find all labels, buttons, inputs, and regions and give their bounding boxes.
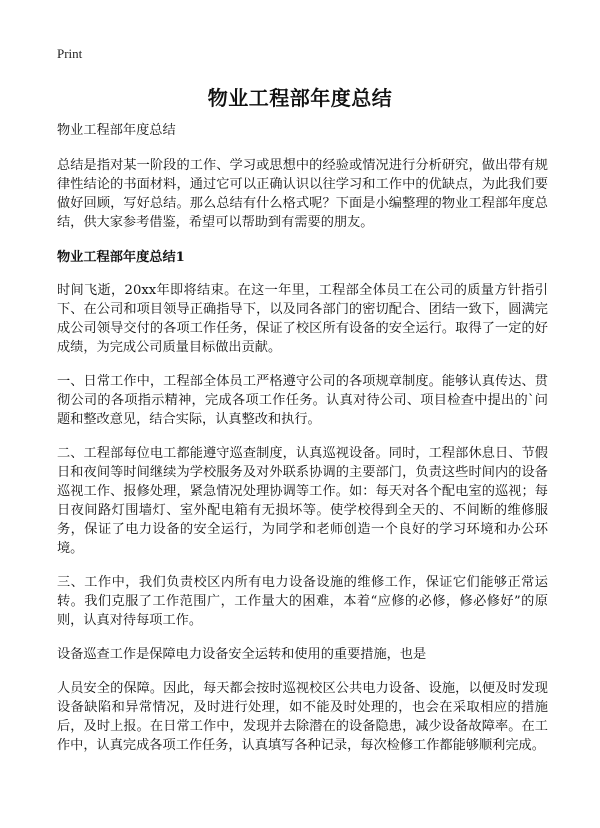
document-body: [57, 121, 548, 770]
document-subtitle: 物业工程部年度总结: [57, 123, 176, 138]
body-paragraph: 一、日常工作中，工程部全体员工严格遵守公司的各项规章制度。能够认真传达、贯彻公司的各项指示精神，完成各项工作任务。认真对待公司、项目检查中提出的`问题和整改意见，结合实际，认真整改和执行。: [57, 374, 548, 427]
print-link[interactable]: Print: [57, 46, 83, 61]
intro-paragraph: 总结是指对某一阶段的工作、学习或思想中的经验或情况进行分析研究，做出带有规律性结论的书面材料，通过它可以正确认识以往学习和工作中的优缺点，为此我们要做好回顾，写好总结。那么总结有什么格式呢？下面是小编整理的物业工程部年度总结，供大家参考借鉴，希望可以帮助到有需要的朋友。: [57, 158, 548, 230]
body-paragraph: 三、工作中，我们负责校区内所有电力设备设施的维修工作，保证它们能够正常运转。我们克服了工作范围广，工作量大的困难，本着“应修的必修，修必修好”的原则，认真对待每项工作。: [57, 575, 548, 628]
document-title: 物业工程部年度总结: [207, 86, 393, 110]
body-paragraph: 人员安全的保障。因此，每天都会按时巡视校区公共电力设备、设施，以便及时发现设备缺陷和异常情况，及时进行处理，如不能及时处理的，也会在采取相应的措施后，及时上报。在日常工作中，发现并去除潜在的设备隐患，减少设备故障率。在工作中，认真完成各项工作任务，认真填写各种记录，每次检修工作都能够顺利完成。: [57, 681, 548, 753]
body-paragraph: 时间飞逝，20xx年即将结束。在这一年里，工程部全体员工在公司的质量方针指引下、在公司和项目领导正确指导下，以及同各部门的密切配合、团结一致下，圆满完成公司领导交付的各项工作任务，保证了校区所有设备的安全运行。取得了一定的好成绩，为完成公司质量目标做出贡献。: [57, 283, 548, 355]
section-heading: 物业工程部年度总结1: [57, 250, 185, 265]
body-paragraph: 二、工程部每位电工都能遵守巡查制度，认真巡视设备。同时，工程部休息日、节假日和夜间等时间继续为学校服务及对外联系协调的主要部门，负责这些时间内的设备巡视工作、报修处理，紧急情况处理协调等工作。如：每天对各个配电室的巡视；每日夜间路灯围墙灯、室外配电箱有无损坏等。使学校得到全天的、不间断的维修服务，保证了电力设备的安全运行，为同学和老师创造一个良好的学习环境和办公环境。: [57, 446, 548, 556]
body-paragraph: 设备巡查工作是保障电力设备安全运转和使用的重要措施，也是: [57, 647, 427, 662]
